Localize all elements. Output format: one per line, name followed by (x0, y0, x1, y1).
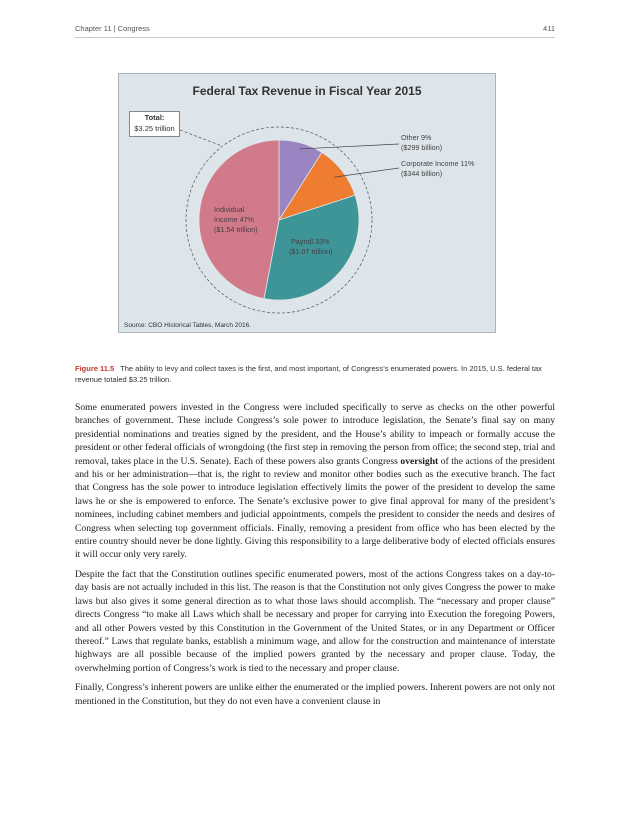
chapter-title: Chapter 11 | Congress (75, 24, 150, 33)
total-leader-line (180, 130, 222, 146)
paragraph-2: Despite the fact that the Constitution outlines specific enumerated powers, most of the actions Congress takes on a day-to-day basis are not actually included in this list. The reason is that the Constitution not only gives Congress the power to make laws but also gives it some general direction as to what those laws should accomplish. The “necessary and proper clause” directs Congress “to make all Laws which shall be necessary and proper for carrying into Execution the foregoing Powers, and all other Powers vested by this Constitution in the Government of the United States, or in any Department or Officer thereof.” Laws that regulate banks, establish a minimum wage, and allow for the construction and maintenance of interstate highways are all possible because of the implied powers granted by the necessary and proper clause. Today, the overwhelming portion of Congress’s work is tied to the necessary and proper clause. (75, 568, 555, 674)
figure-caption-text: The ability to levy and collect taxes is the first, and most important, of Congress’s enumerated powers. In 2015, U.S. federal tax revenue totaled $3.25 trillion. (75, 364, 542, 384)
label-individual-amount: ($1.54 trillion) (214, 225, 258, 234)
key-term-oversight: oversight (400, 455, 439, 467)
label-payroll-amount: ($1.07 trillion) (289, 247, 333, 256)
figure-number: Figure 11.5 (75, 364, 115, 373)
paragraph-1-part-a: Some enumerated powers invested in the Congress were included specifically to serve as checks on the other powerful branches of government. These include Congress’s sole power to introduce legislation, the Senate’s final say on many presidential nominations and treaties signed by the president, and the House’s ability to impeach or formally accuse the president or other federal officials of wrongdoing (the first step in removing the person from office; the second step, trial and removal, takes place in the U.S. Senate). Each of these powers also grants Congress (75, 402, 555, 467)
total-label: Total: (144, 113, 165, 122)
label-corporate-amount: ($344 billion) (401, 169, 443, 178)
paragraph-1-part-b: of the actions of the president and his or her administration—that is, the right to review and monitor other bodies such as the executive branch. The fact that Congress has the sole power to introduce legislation effectively limits the power of the president to develop the same laws he or she is empowered to enforce. The Senate’s exclusive power to give final approval for many of the president’s nominees, including cabinet members and judicial appointments, compels the president to consider the needs and desires of Congress when selecting top government officials. Finally, removing a president from office who has been elected by the entire country should never be done lightly. Giving this responsibility to a large deliberative body of elected officials ensures it will occur only very rarely. (75, 455, 555, 561)
label-corporate: Corporate Income 11% (401, 159, 475, 168)
header-divider (75, 37, 555, 38)
label-other-amount: ($299 billion) (401, 143, 443, 152)
figure-caption (75, 364, 555, 385)
total-value: $3.25 trillion (134, 124, 175, 133)
total-box (129, 111, 180, 137)
label-payroll: Payroll 33% (291, 237, 330, 246)
pie-chart-figure (118, 73, 496, 333)
running-header (75, 24, 555, 36)
paragraph-1 (75, 401, 555, 562)
chart-title: Federal Tax Revenue in Fiscal Year 2015 (192, 84, 422, 98)
leader-line-other (300, 144, 399, 149)
label-individual-line2: Income 47% (214, 215, 254, 224)
body-text (75, 401, 555, 714)
label-individual-line1: Individual (214, 205, 245, 214)
page-number: 411 (543, 24, 555, 33)
label-other: Other 9% (401, 133, 432, 142)
paragraph-3: Finally, Congress’s inherent powers are unlike either the enumerated or the implied powers. Inherent powers are not only not mentioned in the Constitution, but they do not even have a convenient clause in (75, 682, 555, 707)
chart-source: Source: CBO Historical Tables, March 2016. (124, 322, 252, 329)
